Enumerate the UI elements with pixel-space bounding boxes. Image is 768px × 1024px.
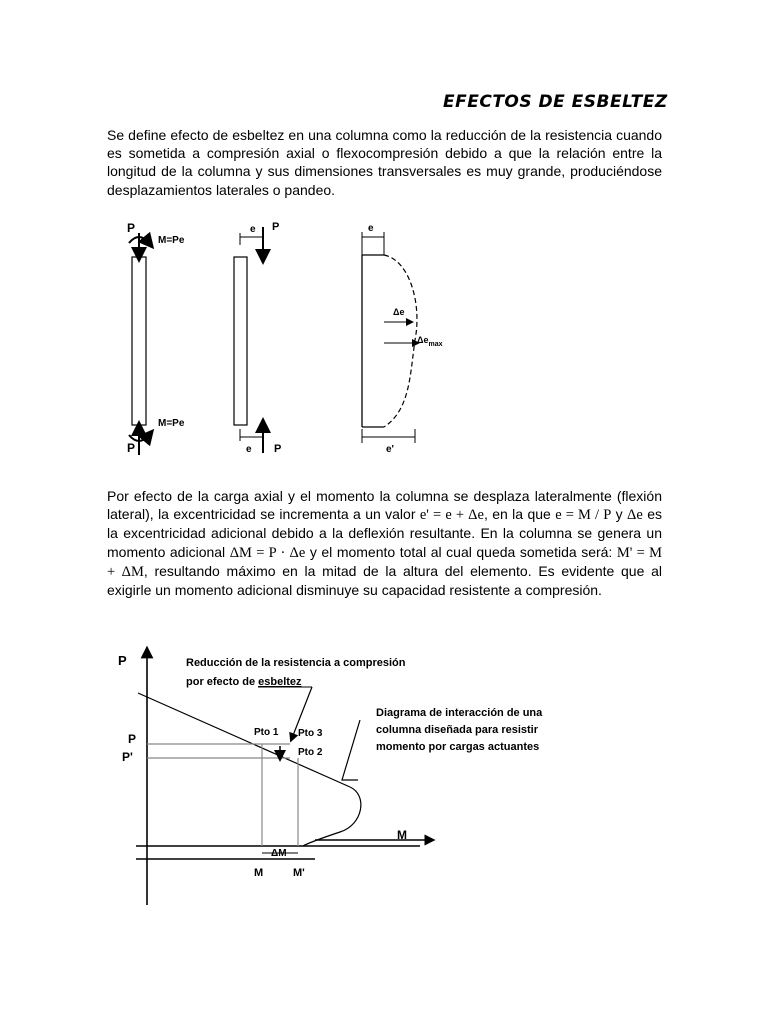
formula-delta-m: ΔM = P · Δe bbox=[229, 544, 306, 561]
intro-paragraph: Se define efecto de esbeltez en una columna como la reducción de la resistencia cuando es sometida a compresión axial o flexocompresión debido a que la relación entre la longitud de la columna y sus dimensiones transversales es muy grande, produciéndose desplazamientos laterales o pandeo. bbox=[107, 127, 662, 198]
column-3 bbox=[362, 223, 443, 455]
col1-top-moment: M=Pe bbox=[158, 235, 185, 246]
label-M-prime: M' bbox=[293, 867, 305, 879]
axis-M-label: M bbox=[397, 828, 407, 842]
label-P: P bbox=[128, 732, 137, 746]
label-M: M bbox=[254, 867, 264, 879]
column-1 bbox=[127, 221, 185, 455]
formula-e: e = M / P bbox=[555, 507, 612, 524]
diagram-line3: momento por cargas actuantes bbox=[376, 741, 540, 753]
label-pto3: Pto 3 bbox=[298, 728, 323, 739]
col1-bottom-P: P bbox=[127, 441, 136, 455]
col2-bottom-P: P bbox=[274, 443, 282, 455]
diagram-line1: Diagrama de interacción de una bbox=[376, 707, 543, 719]
reduction-line2: por efecto de esbeltez bbox=[186, 676, 302, 688]
col2-top-e: e bbox=[250, 224, 256, 235]
formula-e-prime: e' = e + Δe bbox=[419, 507, 484, 524]
col3-delta-emax: $\Delta e_{max}$ bbox=[417, 335, 443, 348]
column-deflection-figure bbox=[110, 215, 470, 460]
reduction-line1: Reducción de la resistencia a compresión bbox=[186, 657, 406, 669]
col3-top-e: e bbox=[368, 223, 374, 234]
col3-delta-e: Δe bbox=[393, 307, 405, 317]
col1-bottom-moment: M=Pe bbox=[158, 418, 185, 429]
label-pto2: Pto 2 bbox=[298, 747, 323, 758]
interaction-diagram-figure bbox=[110, 640, 580, 910]
col2-bottom-e: e bbox=[246, 444, 252, 455]
page-title: EFECTOS DE ESBELTEZ bbox=[443, 92, 668, 112]
col2-top-P: P bbox=[272, 221, 280, 233]
label-delta-M: ΔM bbox=[271, 848, 287, 859]
label-P-prime: P' bbox=[122, 750, 133, 764]
diagram-line2: columna diseñada para resistir bbox=[376, 724, 539, 736]
axis-P-label: P bbox=[118, 653, 127, 668]
column-2 bbox=[234, 221, 281, 455]
col1-top-P: P bbox=[127, 221, 136, 235]
formula-delta-e: Δe bbox=[627, 507, 643, 524]
label-pto1: Pto 1 bbox=[254, 727, 279, 738]
formula-m-prime: M' = M + ΔM bbox=[107, 544, 662, 580]
col3-bottom-e: e' bbox=[386, 444, 394, 455]
explanation-paragraph: Por efecto de la carga axial y el momento la columna se desplaza lateralmente (flexión lateral), la excentricidad se incrementa a un valor e' = e + Δe, en la que e = M / P y Δe es la excentricidad adicional debido a la deflexión resultante. En la columna se genera un momento adicional ΔM = P · Δe y el momento total al cual queda sometida será: M' = M + ΔM, resultando máximo en la mitad de la altura del elemento. Es evidente que al exigirle un momento adicional disminuye su capacidad resistente a compresión. bbox=[107, 488, 662, 599]
